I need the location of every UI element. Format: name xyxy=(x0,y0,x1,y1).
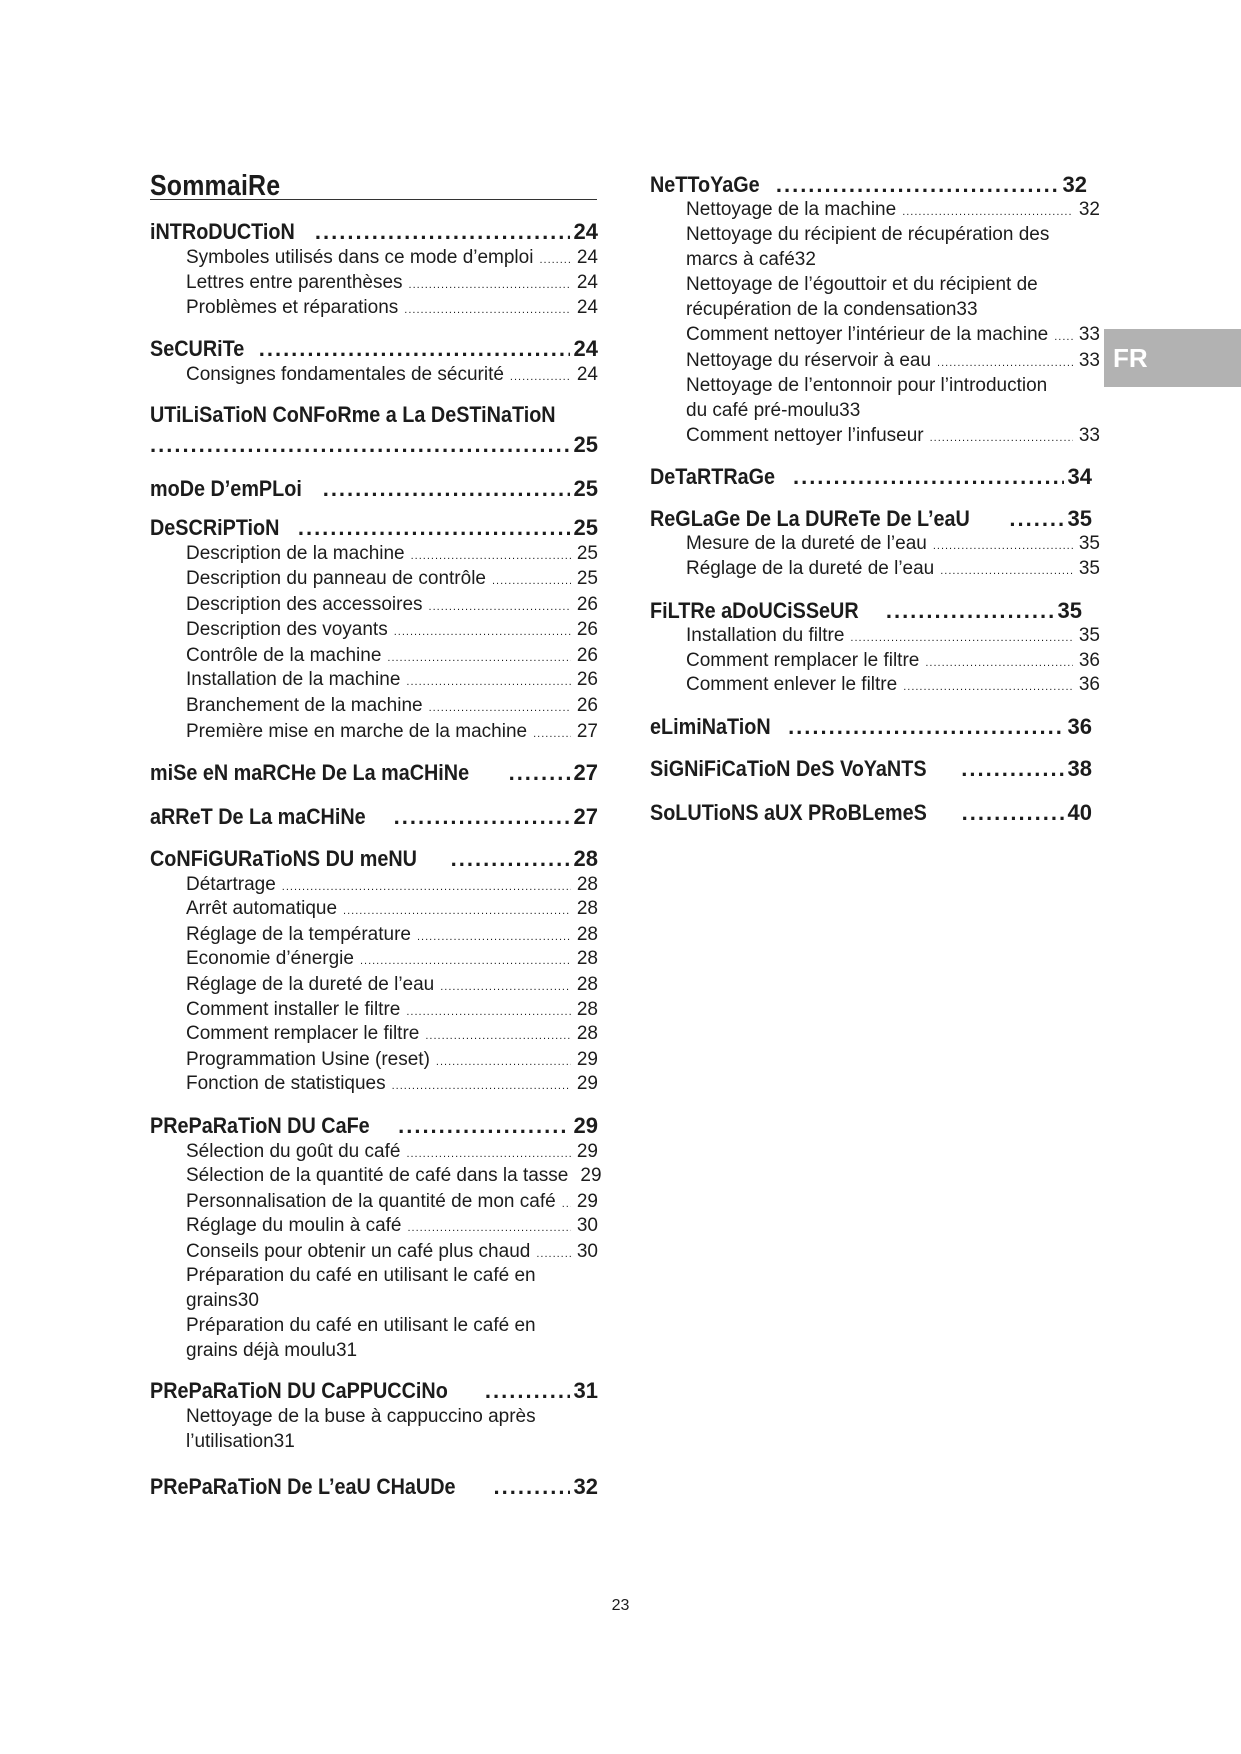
leader-dots xyxy=(392,1074,571,1099)
entry-label: Nettoyage du réservoir à eau xyxy=(686,350,932,371)
title-underline xyxy=(150,199,597,200)
entry-page: 33 xyxy=(1078,425,1100,446)
entry-label-line1: Nettoyage de la buse à cappuccino après xyxy=(186,1406,536,1427)
toc-entry[interactable] xyxy=(186,667,598,695)
section-page: 27 xyxy=(573,804,598,829)
section-page: 24 xyxy=(573,336,598,361)
entry-page: 24 xyxy=(576,297,598,318)
toc-entry[interactable] xyxy=(186,946,598,974)
leader-dots xyxy=(961,756,1063,782)
entry-label: Economie d’énergie xyxy=(186,948,354,969)
toc-section-introduction[interactable] xyxy=(150,219,598,245)
entry-label: Comment nettoyer l’intérieur de la machine xyxy=(686,324,1049,345)
toc-entry[interactable] xyxy=(186,896,598,924)
leader-dots xyxy=(510,365,571,390)
toc-entry[interactable] xyxy=(686,197,1100,225)
leader-dots xyxy=(930,426,1073,451)
toc-entry[interactable] xyxy=(686,623,1100,651)
toc-entry[interactable] xyxy=(686,222,1100,272)
entry-page: 28 xyxy=(576,874,598,895)
entry-label: Branchement de la machine xyxy=(186,695,423,716)
section-page: 35 xyxy=(1067,506,1092,531)
entry-page: 35 xyxy=(1078,533,1100,554)
leader-dots xyxy=(485,1378,570,1404)
entry-page: 26 xyxy=(576,619,598,640)
entry-page: 24 xyxy=(576,272,598,293)
toc-entry[interactable] xyxy=(186,270,598,298)
entry-page: 30 xyxy=(237,1290,259,1311)
leader-dots xyxy=(903,675,1073,700)
leader-dots xyxy=(425,1024,571,1049)
entry-label: Conseils pour obtenir un café plus chaud xyxy=(186,1241,531,1262)
leader-dots xyxy=(315,219,570,245)
toc-section-cafe[interactable] xyxy=(150,1113,598,1139)
entry-page: 29 xyxy=(580,1165,602,1186)
entry-page: 35 xyxy=(1078,558,1100,579)
entry-label: Comment remplacer le filtre xyxy=(186,1023,420,1044)
entry-label: Sélection du goût du café xyxy=(186,1141,401,1162)
section-page: 38 xyxy=(1067,756,1092,781)
entry-label: grains xyxy=(186,1290,238,1311)
entry-page: 25 xyxy=(576,543,598,564)
entry-label: Consignes fondamentales de sécurité xyxy=(186,364,504,385)
leader-dots xyxy=(494,1474,570,1500)
leader-dots xyxy=(788,714,1063,740)
leader-dots xyxy=(793,464,1064,490)
entry-label: Comment installer le filtre xyxy=(186,999,401,1020)
toc-entry[interactable] xyxy=(186,1163,602,1191)
leader-dots xyxy=(398,1113,569,1139)
entry-page: 33 xyxy=(1078,324,1100,345)
entry-label: Détartrage xyxy=(186,874,276,895)
section-page: 25 xyxy=(573,432,598,457)
entry-page: 31 xyxy=(335,1340,358,1361)
entry-page: 32 xyxy=(794,249,816,270)
toc-section-mode[interactable] xyxy=(150,476,598,502)
section-page: 32 xyxy=(1062,172,1087,197)
entry-label: Description des accessoires xyxy=(186,594,423,615)
entry-page: 31 xyxy=(273,1431,295,1452)
leader-dots xyxy=(492,569,571,594)
section-title: ReGLaGe De La DUReTe De L’eaU xyxy=(650,506,970,531)
section-page: 27 xyxy=(573,760,598,785)
toc-entry[interactable] xyxy=(686,531,1100,559)
page-title: SommaiRe xyxy=(150,170,281,202)
leader-dots xyxy=(886,598,1054,624)
entry-label: Réglage de la dureté de l’eau xyxy=(686,558,935,579)
entry-page: 25 xyxy=(576,568,598,589)
toc-entry[interactable] xyxy=(686,373,1100,423)
section-title: UTiLiSaTioN CoNFoRme a La DeSTiNaTioN xyxy=(150,402,556,427)
entry-label: Nettoyage de la machine xyxy=(686,199,897,220)
section-title: SoLUTioNS aUX PRoBLemeS xyxy=(650,800,927,825)
toc-entry[interactable] xyxy=(686,672,1100,700)
entry-label-line1: Nettoyage de l’entonnoir pour l’introduction xyxy=(686,375,1048,396)
entry-label: Description de la machine xyxy=(186,543,405,564)
entry-label: récupération de la condensation xyxy=(686,299,957,320)
toc-entry[interactable] xyxy=(186,362,598,390)
entry-label: Personnalisation de la quantité de mon café xyxy=(186,1191,556,1212)
entry-label: Problèmes et réparations xyxy=(186,297,399,318)
entry-page: 26 xyxy=(576,695,598,716)
leader-dots xyxy=(150,432,570,458)
toc-entry[interactable] xyxy=(186,1071,598,1099)
section-page: 36 xyxy=(1067,714,1092,739)
toc-section-solutions[interactable] xyxy=(650,800,1092,826)
entry-label-line1: Nettoyage du récipient de récupération des xyxy=(686,224,1050,245)
section-page: 29 xyxy=(573,1113,598,1138)
toc-entry[interactable] xyxy=(186,1021,598,1049)
section-page: 31 xyxy=(573,1378,598,1403)
section-page: 34 xyxy=(1067,464,1092,489)
toc-entry[interactable] xyxy=(186,1313,598,1363)
entry-label: Fonction de statistiques xyxy=(186,1073,386,1094)
entry-page: 26 xyxy=(576,594,598,615)
entry-page: 35 xyxy=(1078,625,1100,646)
entry-page: 28 xyxy=(576,924,598,945)
entry-label: l’utilisation xyxy=(186,1431,274,1452)
toc-section-arret[interactable] xyxy=(150,804,598,830)
entry-page: 24 xyxy=(576,364,598,385)
toc-section-nettoyage[interactable] xyxy=(650,172,1087,198)
toc-entry[interactable] xyxy=(186,719,598,747)
toc-entry[interactable] xyxy=(686,272,1100,322)
toc-entry[interactable] xyxy=(186,972,598,1000)
section-title: moDe D’emPLoi xyxy=(150,476,302,501)
entry-page: 33 xyxy=(956,299,978,320)
entry-page: 28 xyxy=(576,1023,598,1044)
leader-dots xyxy=(776,172,1059,198)
entry-label-line1: Préparation du café en utilisant le café en xyxy=(186,1315,536,1336)
entry-page: 29 xyxy=(576,1141,598,1162)
section-title: PRePaRaTioN De L’eaU CHaUDe xyxy=(150,1474,456,1499)
toc-entry[interactable] xyxy=(686,556,1100,584)
entry-label: Description des voyants xyxy=(186,619,388,640)
entry-label: Contrôle de la machine xyxy=(186,645,382,666)
entry-label-line1: Préparation du café en utilisant le café en xyxy=(186,1265,536,1286)
section-page: 35 xyxy=(1057,598,1082,623)
section-title: NeTToYaGe xyxy=(650,172,760,197)
entry-page: 29 xyxy=(576,1073,598,1094)
entry-label: marcs à café xyxy=(686,249,795,270)
section-page: 24 xyxy=(573,219,598,244)
toc-section-configurations[interactable] xyxy=(150,846,598,872)
entry-label: Comment nettoyer l’infuseur xyxy=(686,425,924,446)
toc-entry[interactable] xyxy=(186,1263,598,1313)
toc-entry[interactable] xyxy=(686,322,1100,350)
entry-page: 33 xyxy=(1078,350,1100,371)
section-title: PRePaRaTioN DU CaFe xyxy=(150,1113,370,1138)
entry-label: Arrêt automatique xyxy=(186,898,338,919)
toc-entry[interactable] xyxy=(186,592,598,620)
entry-label: Réglage de la température xyxy=(186,924,411,945)
toc-section-eau-chaude[interactable] xyxy=(150,1474,598,1500)
section-title: iNTRoDUCTioN xyxy=(150,219,295,244)
leader-dots xyxy=(298,515,570,541)
entry-label: Lettres entre parenthèses xyxy=(186,272,403,293)
toc-entry[interactable] xyxy=(686,423,1100,451)
leader-dots xyxy=(533,722,571,747)
entry-label: Première mise en marche de la machine xyxy=(186,721,528,742)
leader-dots xyxy=(323,476,570,502)
entry-page: 28 xyxy=(576,898,598,919)
section-title: DeSCRiPTioN xyxy=(150,515,280,540)
entry-page: 29 xyxy=(576,1191,598,1212)
toc-entry[interactable] xyxy=(186,245,598,273)
leader-dots xyxy=(404,298,571,323)
leader-dots xyxy=(406,670,570,695)
toc-section-mise-en-marche[interactable] xyxy=(150,760,598,786)
toc-section-description[interactable] xyxy=(150,515,598,541)
entry-page: 27 xyxy=(576,721,598,742)
entry-label: Réglage de la dureté de l’eau xyxy=(186,974,435,995)
section-page: 25 xyxy=(573,476,598,501)
entry-label: du café pré-moulu xyxy=(686,400,840,421)
section-title: aRReT De La maCHiNe xyxy=(150,804,366,829)
leader-dots xyxy=(1009,506,1063,532)
section-title: miSe eN maRCHe De La maCHiNe xyxy=(150,760,470,785)
entry-label: Installation du filtre xyxy=(686,625,845,646)
entry-page: 28 xyxy=(576,948,598,969)
entry-page: 28 xyxy=(576,974,598,995)
language-tab: FR xyxy=(1104,329,1241,387)
section-page: 32 xyxy=(573,1474,598,1499)
entry-page: 29 xyxy=(576,1049,598,1070)
leader-dots xyxy=(429,696,571,721)
leader-dots xyxy=(394,620,571,645)
entry-label: Symboles utilisés dans ce mode d’emploi xyxy=(186,247,534,268)
entry-label: Comment enlever le filtre xyxy=(686,674,898,695)
leader-dots xyxy=(962,800,1064,826)
entry-page: 36 xyxy=(1078,674,1100,695)
section-title: DeTaRTRaGe xyxy=(650,464,776,489)
toc-section-detartrage[interactable] xyxy=(650,464,1092,490)
entry-label: grains déjà moulu xyxy=(186,1340,336,1361)
section-page: 28 xyxy=(573,846,598,871)
entry-label: Installation de la machine xyxy=(186,669,401,690)
toc-entry[interactable] xyxy=(186,693,598,721)
toc-entry[interactable] xyxy=(686,348,1100,376)
toc-section-cappuccino[interactable] xyxy=(150,1378,598,1404)
toc-entry[interactable] xyxy=(186,295,598,323)
toc-entry[interactable] xyxy=(186,1404,598,1454)
section-title: PRePaRaTioN DU CaPPUCCiNo xyxy=(150,1378,448,1403)
section-title: FiLTRe aDoUCiSSeUR xyxy=(650,598,859,623)
section-page: 25 xyxy=(573,515,598,540)
entry-page: 30 xyxy=(576,1215,598,1236)
entry-page: 33 xyxy=(839,400,861,421)
leader-dots xyxy=(394,804,570,830)
toc-section-utilisation[interactable] xyxy=(150,402,598,458)
entry-label: Comment remplacer le filtre xyxy=(686,650,920,671)
toc-entry[interactable] xyxy=(186,541,598,569)
entry-page: 26 xyxy=(576,669,598,690)
entry-label: Sélection de la quantité de café dans la tasse xyxy=(186,1165,569,1186)
entry-page: 24 xyxy=(576,247,598,268)
entry-label-line1: Nettoyage de l’égouttoir et du récipient de xyxy=(686,274,1038,295)
section-title: SiGNiFiCaTioN DeS VoYaNTS xyxy=(650,756,927,781)
toc-entry[interactable] xyxy=(186,617,598,645)
entry-page: 36 xyxy=(1078,650,1100,671)
leader-dots xyxy=(407,1216,570,1241)
toc-entry[interactable] xyxy=(186,1213,598,1241)
section-page: 40 xyxy=(1067,800,1092,825)
leader-dots xyxy=(509,760,570,786)
section-title: SeCURiTe xyxy=(150,336,245,361)
leader-dots xyxy=(1054,325,1073,350)
leader-dots xyxy=(940,559,1073,584)
toc-entry[interactable] xyxy=(186,566,598,594)
toc-section-reglage-durete[interactable] xyxy=(650,506,1092,532)
leader-dots xyxy=(343,899,571,924)
entry-label: Description du panneau de contrôle xyxy=(186,568,486,589)
section-title: CoNFiGURaTioNS DU meNU xyxy=(150,846,417,871)
leader-dots xyxy=(360,949,571,974)
toc-section-elimination[interactable] xyxy=(650,714,1092,740)
toc-section-securite[interactable] xyxy=(150,336,598,362)
toc-section-filtre[interactable] xyxy=(650,598,1082,624)
entry-label: Mesure de la dureté de l’eau xyxy=(686,533,927,554)
leader-dots xyxy=(259,336,570,362)
page-number: 23 xyxy=(611,1597,630,1614)
entry-page: 30 xyxy=(576,1241,598,1262)
entry-label: Programmation Usine (reset) xyxy=(186,1049,430,1070)
leader-dots xyxy=(451,846,570,872)
section-title: eLimiNaTioN xyxy=(650,714,771,739)
toc-section-voyants[interactable] xyxy=(650,756,1092,782)
entry-label: Réglage du moulin à café xyxy=(186,1215,402,1236)
entry-page: 26 xyxy=(576,645,598,666)
entry-page: 28 xyxy=(576,999,598,1020)
entry-page: 32 xyxy=(1078,199,1100,220)
